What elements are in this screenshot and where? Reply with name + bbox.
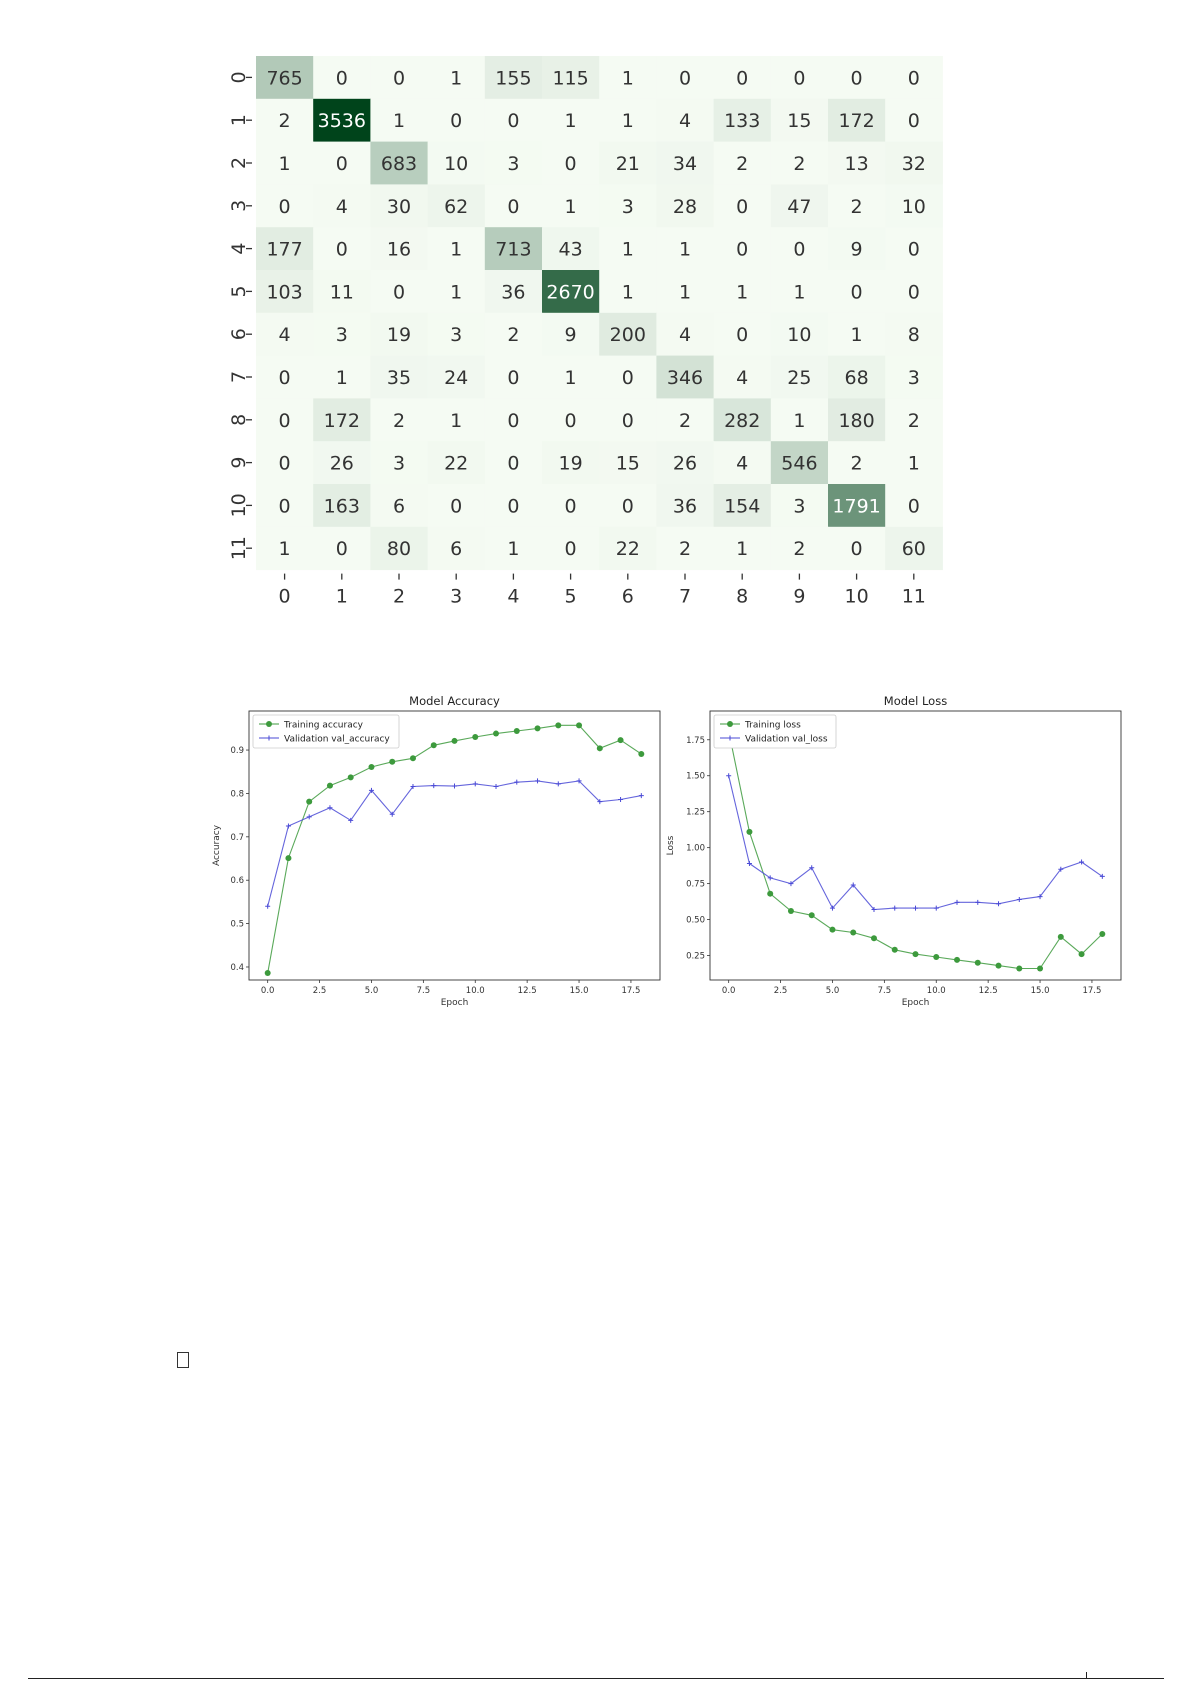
series-point-1 — [639, 793, 644, 798]
heatmap-cell-value: 1 — [450, 281, 463, 304]
series-point-0 — [1058, 934, 1064, 940]
heatmap-cell-value: 1 — [621, 238, 634, 261]
heatmap-cell-value: 0 — [621, 409, 634, 432]
heatmap-cell-value: 2 — [392, 409, 406, 432]
series-point-0 — [410, 755, 416, 761]
y-tick-label: 1.25 — [686, 807, 705, 818]
heatmap-cell-value: 19 — [386, 324, 412, 347]
x-tick-label: 2 — [392, 585, 406, 608]
heatmap-cell-value: 36 — [672, 495, 698, 518]
x-tick-label: 17.5 — [621, 986, 641, 996]
x-tick-label: 12.5 — [517, 986, 537, 996]
x-tick-label: 7 — [678, 585, 692, 608]
heatmap-cell-value: 0 — [507, 452, 520, 475]
heatmap-cell-value: 0 — [278, 409, 291, 432]
series-point-0 — [472, 734, 478, 740]
series-point-1 — [892, 906, 897, 911]
heatmap-cell-value: 2 — [850, 195, 863, 218]
heatmap-cell-value: 1 — [564, 195, 577, 218]
heatmap-cell-value: 200 — [609, 324, 646, 347]
heatmap-cell-value: 172 — [323, 409, 360, 432]
heatmap-cell-value: 2670 — [546, 281, 595, 304]
y-tick-label: 1 — [228, 114, 250, 127]
heatmap-cell-value: 2 — [507, 324, 520, 347]
x-tick-label: 8 — [736, 585, 749, 608]
heatmap-cell-value: 0 — [621, 495, 634, 518]
heatmap-cell-value: 1791 — [832, 495, 881, 518]
series-point-1 — [955, 900, 960, 905]
series-point-0 — [933, 954, 939, 960]
chart-title: Model Accuracy — [409, 694, 500, 708]
heatmap-cell-value: 2 — [678, 409, 692, 432]
heatmap-cell-value: 0 — [450, 495, 463, 518]
y-tick-label: 6 — [228, 328, 250, 341]
series-point-0 — [431, 742, 437, 748]
y-tick-label: 1.00 — [686, 843, 705, 854]
heatmap-cell-value: 1 — [907, 452, 920, 475]
series-line-1 — [729, 776, 1103, 910]
y-tick-label: 0.8 — [230, 789, 244, 800]
heatmap-cell-value: 10 — [901, 195, 926, 218]
series-point-0 — [327, 783, 333, 789]
heatmap-cell-value: 3 — [793, 495, 806, 518]
heatmap-cell-value: 0 — [850, 538, 863, 561]
series-point-1 — [535, 778, 540, 783]
page-footer-rule-tick — [1086, 1672, 1087, 1678]
heatmap-cell-value: 24 — [444, 367, 469, 389]
heatmap-cell-value: 0 — [850, 67, 863, 90]
missing-glyph-icon — [177, 1352, 189, 1368]
x-tick-label: 7.5 — [877, 986, 892, 996]
series-line-1 — [268, 781, 642, 906]
heatmap-cell-value: 154 — [724, 495, 761, 518]
heatmap-cell-value: 19 — [558, 452, 583, 475]
heatmap-cell-value: 0 — [621, 367, 634, 389]
heatmap-cell-value: 9 — [850, 238, 863, 261]
y-tick-label: 1.75 — [686, 735, 705, 746]
heatmap-cell-value: 4 — [678, 110, 692, 133]
heatmap-cell-value: 21 — [615, 153, 640, 175]
heatmap-cell-value: 4 — [736, 452, 749, 475]
series-point-0 — [1037, 965, 1043, 971]
heatmap-cell-value: 1 — [450, 67, 463, 90]
legend — [253, 715, 399, 748]
heatmap-cell-value: 0 — [678, 67, 692, 90]
heatmap-cell-value: 0 — [335, 538, 348, 561]
x-tick-label: 0 — [278, 585, 291, 608]
legend-label: Training accuracy — [284, 720, 363, 731]
heatmap-cell-value: 133 — [724, 110, 761, 133]
heatmap-cell-value: 6 — [450, 538, 463, 561]
heatmap-cell-value: 0 — [564, 409, 577, 432]
series-point-0 — [788, 908, 794, 914]
series-point-0 — [348, 774, 354, 780]
heatmap-cell-value: 9 — [564, 324, 577, 347]
heatmap-cell-value: 0 — [907, 110, 920, 133]
x-tick-label: 17.5 — [1082, 986, 1102, 996]
y-tick-label: 0 — [228, 71, 250, 84]
heatmap-cell-value: 3536 — [317, 110, 366, 133]
series-point-0 — [954, 957, 960, 963]
heatmap-cell-value: 1 — [278, 538, 291, 561]
heatmap-cell-value: 1 — [736, 538, 749, 561]
series-point-0 — [996, 963, 1002, 969]
heatmap-cell-value: 3 — [335, 324, 348, 347]
heatmap-cell-value: 25 — [787, 367, 812, 389]
x-axis-label: Epoch — [440, 998, 469, 1008]
series-point-1 — [452, 784, 457, 789]
x-tick-label: 1 — [335, 585, 348, 608]
heatmap-cell-value: 1 — [678, 238, 692, 261]
y-tick-label: 7 — [228, 370, 250, 384]
heatmap-cell-value: 0 — [907, 238, 920, 261]
heatmap-cell-value: 1 — [564, 367, 577, 389]
series-point-0 — [892, 947, 898, 953]
heatmap-cell-value: 0 — [907, 67, 920, 90]
heatmap-cell-value: 1 — [450, 238, 463, 261]
heatmap-cell-value: 22 — [615, 538, 640, 561]
heatmap-cell-value: 0 — [507, 195, 520, 218]
heatmap-cell-value: 1 — [736, 281, 749, 304]
x-tick-label: 10.0 — [465, 986, 485, 996]
heatmap-cell-value: 1 — [278, 153, 291, 175]
heatmap-cell-value: 0 — [450, 110, 463, 133]
heatmap-cell-value: 36 — [501, 281, 526, 304]
series-point-0 — [767, 891, 773, 897]
heatmap-cell-value: 1 — [621, 281, 634, 304]
y-tick-label: 0.75 — [686, 879, 705, 890]
heatmap-cell-value: 11 — [329, 281, 354, 304]
heatmap-cell-value: 62 — [444, 195, 469, 218]
heatmap-cell-value: 35 — [386, 367, 412, 389]
y-tick-label: 4 — [228, 242, 250, 255]
series-point-1 — [431, 783, 436, 788]
series-point-0 — [514, 728, 520, 734]
series-point-1 — [556, 781, 561, 786]
heatmap-cell-value: 28 — [672, 195, 698, 218]
series-line-0 — [268, 725, 642, 973]
series-point-0 — [535, 725, 541, 731]
heatmap-cell-value: 1 — [564, 110, 577, 133]
heatmap-cell-value: 32 — [901, 153, 926, 175]
series-point-1 — [265, 904, 270, 909]
heatmap-cell-value: 4 — [278, 324, 291, 347]
heatmap-cell-value: 0 — [278, 367, 291, 389]
legend-label: Validation val_accuracy — [284, 734, 390, 745]
legend — [714, 715, 836, 748]
heatmap-cell-value: 0 — [335, 153, 348, 175]
series-point-1 — [286, 823, 291, 828]
heatmap-cell-value: 0 — [793, 67, 806, 90]
heatmap-cell-value: 0 — [564, 538, 577, 561]
heatmap-cell-value: 1 — [793, 409, 806, 432]
series-point-1 — [726, 773, 731, 778]
heatmap-cell-value: 683 — [380, 153, 418, 175]
heatmap-cell-value: 2 — [793, 538, 806, 561]
series-point-0 — [975, 960, 981, 966]
series-point-0 — [389, 759, 395, 765]
heatmap-cell-value: 0 — [850, 281, 863, 304]
heatmap-cell-value: 80 — [386, 538, 412, 561]
heatmap-cell-value: 15 — [787, 110, 812, 133]
heatmap-cell-value: 10 — [444, 153, 469, 175]
x-tick-label: 0.0 — [721, 986, 736, 996]
heatmap-cell-value: 2 — [678, 538, 692, 561]
heatmap-cell-value: 22 — [444, 452, 469, 475]
heatmap-cell-value: 1 — [450, 409, 463, 432]
y-tick-label: 11 — [228, 536, 250, 561]
heatmap-cell-value: 180 — [838, 409, 875, 432]
series-point-0 — [1016, 965, 1022, 971]
heatmap-cell-value: 172 — [838, 110, 875, 133]
y-axis-label: Accuracy — [212, 824, 222, 867]
series-point-0 — [850, 930, 856, 936]
series-point-1 — [618, 797, 623, 802]
x-tick-label: 5.0 — [364, 986, 379, 996]
heatmap-cell-value: 103 — [266, 281, 303, 304]
model-loss-chart — [666, 694, 1121, 1008]
series-point-0 — [306, 799, 312, 805]
heatmap-cell-value: 0 — [335, 67, 348, 90]
heatmap-cell-value: 0 — [278, 195, 291, 218]
heatmap-cell-value: 0 — [278, 495, 291, 518]
heatmap-cell-value: 16 — [386, 238, 412, 261]
series-point-0 — [285, 855, 291, 861]
heatmap-cell-value: 1 — [850, 324, 863, 347]
heatmap-cell-value: 765 — [266, 67, 303, 90]
heatmap-cell-value: 3 — [392, 452, 406, 475]
y-tick-label: 2 — [228, 156, 250, 170]
x-tick-label: 4 — [507, 585, 520, 608]
y-tick-label: 0.6 — [230, 876, 244, 887]
heatmap-cell-value: 0 — [507, 367, 520, 389]
plot-frame — [249, 711, 660, 980]
heatmap-cell-value: 2 — [907, 409, 920, 432]
y-tick-label: 0.7 — [230, 832, 244, 843]
series-point-0 — [829, 927, 835, 933]
heatmap-cell-value: 2 — [736, 153, 749, 175]
x-tick-label: 12.5 — [978, 986, 998, 996]
heatmap-cell-value: 1 — [335, 367, 348, 389]
heatmap-cell-value: 47 — [787, 195, 812, 218]
x-tick-label: 5.0 — [825, 986, 840, 996]
heatmap-cell-value: 0 — [278, 452, 291, 475]
legend-swatch-marker — [727, 721, 733, 727]
heatmap-cell-value: 0 — [736, 195, 749, 218]
heatmap-cell-value: 546 — [781, 452, 818, 475]
heatmap-cell-value: 26 — [329, 452, 354, 475]
heatmap-cell-value: 43 — [558, 238, 583, 261]
y-tick-label: 0.4 — [230, 962, 244, 973]
y-tick-label: 5 — [228, 285, 250, 298]
x-tick-label: 15.0 — [1030, 986, 1050, 996]
series-point-0 — [618, 737, 624, 743]
heatmap-cell-value: 6 — [392, 495, 406, 518]
heatmap-cell-value: 4 — [678, 324, 692, 347]
heatmap-cell-value: 0 — [736, 324, 749, 347]
series-point-1 — [1017, 897, 1022, 902]
heatmap-cell-value: 0 — [335, 238, 348, 261]
series-point-0 — [597, 745, 603, 751]
heatmap-cell-value: 2 — [278, 110, 291, 133]
heatmap-cell-value: 15 — [615, 452, 640, 475]
series-point-0 — [638, 751, 644, 757]
legend-swatch-marker — [266, 721, 272, 727]
heatmap-cell-value: 2 — [793, 153, 806, 175]
heatmap-cell-value: 0 — [392, 67, 406, 90]
series-point-0 — [809, 912, 815, 918]
x-tick-label: 10 — [844, 585, 869, 608]
x-tick-label: 11 — [901, 585, 926, 608]
series-point-0 — [265, 970, 271, 976]
heatmap-cell-value: 163 — [323, 495, 360, 518]
x-tick-label: 0.0 — [260, 986, 275, 996]
legend-label: Training loss — [745, 720, 801, 731]
heatmap-cell-value: 177 — [266, 238, 303, 261]
series-point-1 — [514, 780, 519, 785]
heatmap-cell-value: 3 — [450, 324, 463, 347]
heatmap-cell-value: 1 — [621, 110, 634, 133]
heatmap-cell-value: 34 — [672, 153, 698, 175]
chart-title: Model Loss — [883, 694, 948, 708]
y-tick-label: 10 — [228, 493, 251, 518]
heatmap-cell-value: 2 — [850, 452, 863, 475]
y-tick-label: 3 — [228, 199, 250, 212]
x-tick-label: 3 — [450, 585, 463, 608]
y-tick-label: 0.50 — [686, 915, 705, 926]
heatmap-cell-value: 0 — [907, 495, 920, 518]
series-point-1 — [473, 781, 478, 786]
page-footer-rule — [28, 1678, 1164, 1679]
heatmap-cell-value: 0 — [907, 281, 920, 304]
y-tick-label: 9 — [228, 456, 250, 469]
x-tick-label: 15.0 — [569, 986, 589, 996]
x-axis-label: Epoch — [901, 998, 930, 1008]
y-tick-label: 0.5 — [230, 919, 244, 930]
series-point-1 — [307, 814, 312, 819]
heatmap-cell-value: 282 — [724, 409, 761, 432]
series-point-1 — [913, 906, 918, 911]
heatmap-cell-value: 13 — [844, 153, 869, 175]
series-point-0 — [746, 829, 752, 835]
series-point-1 — [975, 900, 980, 905]
series-point-0 — [576, 722, 582, 728]
heatmap-cell-value: 346 — [666, 367, 704, 389]
y-axis-label: Loss — [666, 835, 676, 856]
heatmap-cell-value: 1 — [678, 281, 692, 304]
x-tick-label: 6 — [621, 585, 634, 608]
heatmap-cell-value: 26 — [672, 452, 698, 475]
model-accuracy-chart — [212, 694, 660, 1008]
series-point-0 — [452, 738, 458, 744]
series-point-1 — [494, 784, 499, 789]
x-tick-label: 2.5 — [773, 986, 788, 996]
heatmap-cell-value: 1 — [392, 110, 406, 133]
legend-label: Validation val_loss — [745, 734, 828, 745]
heatmap-cell-value: 0 — [507, 495, 520, 518]
series-point-1 — [996, 901, 1001, 906]
y-tick-label: 1.50 — [686, 771, 705, 782]
heatmap-cell-value: 68 — [844, 367, 869, 389]
heatmap-cell-value: 30 — [386, 195, 412, 218]
heatmap-cell-value: 3 — [621, 195, 634, 218]
heatmap-cell-value: 713 — [495, 238, 532, 261]
heatmap-cell-value: 155 — [495, 67, 532, 90]
heatmap-cell-value: 1 — [507, 538, 520, 561]
series-line-0 — [729, 731, 1103, 968]
x-tick-label: 5 — [564, 585, 577, 608]
heatmap-cell-value: 10 — [787, 324, 812, 347]
heatmap-cell-value: 0 — [507, 409, 520, 432]
y-tick-label: 0.25 — [686, 951, 705, 962]
x-tick-label: 9 — [793, 585, 806, 608]
heatmap-cell-value: 60 — [901, 538, 926, 561]
series-point-0 — [493, 731, 499, 737]
series-point-0 — [368, 764, 374, 770]
heatmap-cell-value: 115 — [552, 67, 589, 90]
heatmap-cell-value: 1 — [621, 67, 634, 90]
series-point-1 — [934, 906, 939, 911]
heatmap-cell-value: 0 — [392, 281, 406, 304]
series-point-0 — [555, 722, 561, 728]
heatmap-cell-value: 0 — [736, 238, 749, 261]
heatmap-cell-value: 8 — [907, 324, 920, 347]
heatmap-cell-value: 3 — [907, 367, 920, 389]
heatmap-cell-value: 0 — [793, 238, 806, 261]
heatmap-cell-value: 0 — [736, 67, 749, 90]
series-point-0 — [1099, 931, 1105, 937]
series-point-0 — [1079, 951, 1085, 957]
series-point-1 — [327, 805, 332, 810]
x-tick-label: 10.0 — [926, 986, 946, 996]
heatmap-cell-value: 4 — [335, 195, 348, 218]
heatmap-cell-value: 0 — [564, 153, 577, 175]
y-tick-label: 0.9 — [230, 746, 244, 757]
heatmap-cell-value: 0 — [507, 110, 520, 133]
heatmap-cell-value: 1 — [793, 281, 806, 304]
x-tick-label: 2.5 — [312, 986, 327, 996]
heatmap-cell-value: 4 — [736, 367, 749, 389]
series-point-0 — [871, 935, 877, 941]
confusion-matrix-heatmap — [228, 56, 943, 608]
series-point-0 — [913, 951, 919, 957]
y-tick-label: 8 — [228, 413, 250, 426]
heatmap-cell-value: 0 — [564, 495, 577, 518]
x-tick-label: 7.5 — [416, 986, 431, 996]
heatmap-cell-value: 3 — [507, 153, 520, 175]
